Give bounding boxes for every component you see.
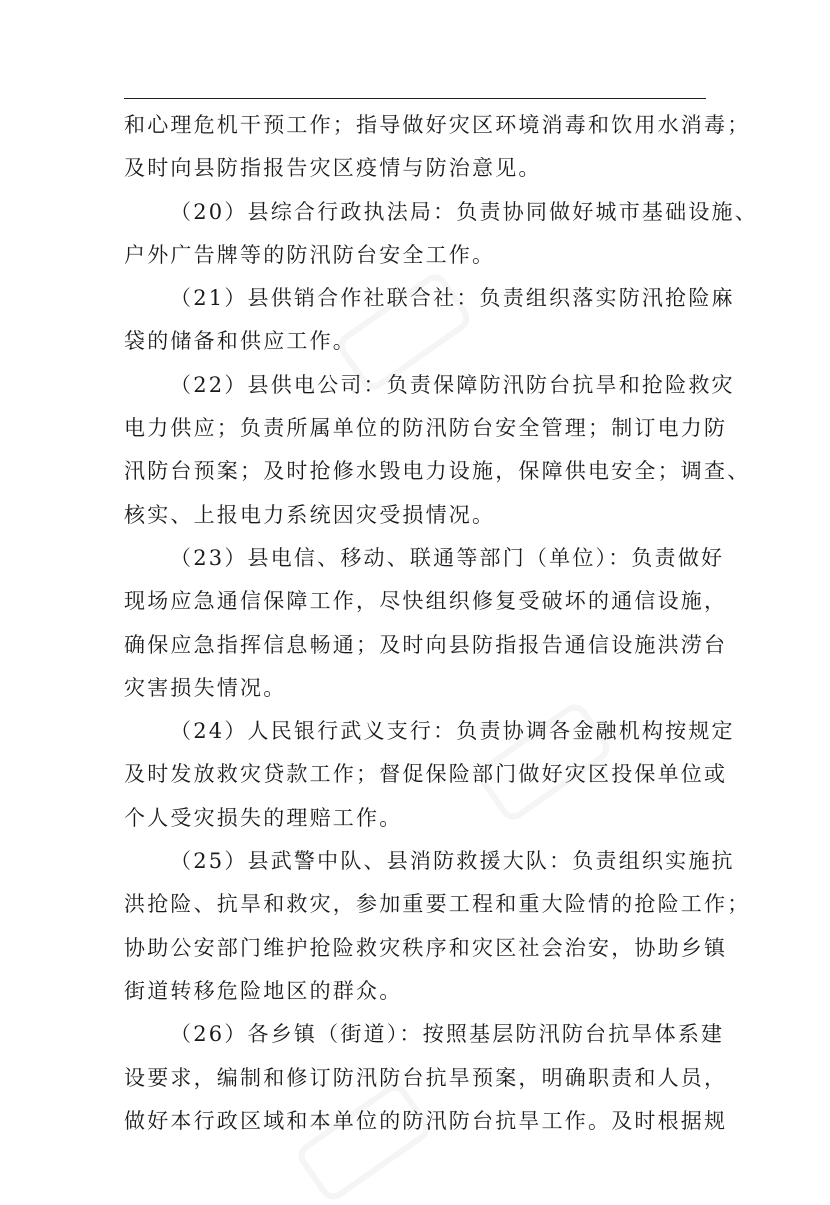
paragraph-item-23: [124, 537, 728, 710]
text-line: 做好本行政区域和本单位的防汛防台抗旱工作。及时根据规: [124, 1108, 728, 1133]
text-line: 洪抢险、抗旱和救灾，参加重要工程和重大险情的抢险工作；: [124, 892, 751, 917]
text-line: 电力供应；负责所属单位的防汛防台安全管理；制订电力防: [124, 416, 728, 441]
text-line: 及时向县防指报告灾区疫情与防治意见。: [124, 156, 542, 181]
text-line: 协助公安部门维护抢险救灾秩序和灾区社会治安，协助乡镇: [124, 935, 728, 960]
paragraph-item-20: [124, 191, 758, 278]
text-line: 确保应急指挥信息畅通；及时向县防指报告通信设施洪涝台: [124, 632, 728, 657]
header-rule: [124, 98, 706, 99]
text-line: 设要求，编制和修订防汛防台抗旱预案，明确职责和人员，: [124, 1065, 728, 1090]
text-line: （22）县供电公司：负责保障防汛防台抗旱和抢险救灾: [170, 372, 735, 397]
paragraph-continuation: [124, 104, 751, 191]
text-line: 和心理危机干预工作；指导做好灾区环境消毒和饮用水消毒；: [124, 113, 751, 137]
text-line: 街道转移危险地区的群众。: [124, 978, 403, 1003]
text-line: （25）县武警中队、县消防救援大队：负责组织实施抗: [170, 849, 735, 874]
paragraph-item-26: [124, 1013, 728, 1143]
text-line: 及时发放救灾贷款工作；督促保险部门做好灾区投保单位或: [124, 762, 728, 787]
text-line: 灾害损失情况。: [124, 675, 287, 700]
paragraph-item-21: [124, 277, 735, 364]
text-line: （24）人民银行武义支行：负责协调各金融机构按规定: [170, 719, 735, 744]
paragraph-item-25: [124, 840, 751, 1013]
text-line: 个人受灾损失的理赔工作。: [124, 805, 403, 830]
paragraph-item-22: [124, 364, 751, 537]
text-line: 户外广告牌等的防汛防台安全工作。: [124, 242, 496, 267]
text-line: （26）各乡镇（街道）：按照基层防汛防台抗旱体系建: [170, 1022, 725, 1047]
text-line: （20）县综合行政执法局：负责协同做好城市基础设施、: [170, 199, 758, 224]
text-line: 核实、上报电力系统因灾受损情况。: [124, 502, 496, 527]
text-line: （23）县电信、移动、联通等部门（单位）：负责做好: [170, 545, 725, 570]
text-line: 汛防台预案；及时抢修水毁电力设施，保障供电安全；调查、: [124, 459, 751, 484]
text-line: （21）县供销合作社联合社：负责组织落实防汛抢险麻: [170, 286, 735, 311]
text-line: 现场应急通信保障工作，尽快组织修复受破坏的通信设施，: [124, 589, 728, 614]
paragraph-item-24: [124, 710, 735, 840]
text-line: 袋的储备和供应工作。: [124, 329, 356, 354]
document-body: [124, 104, 758, 1143]
